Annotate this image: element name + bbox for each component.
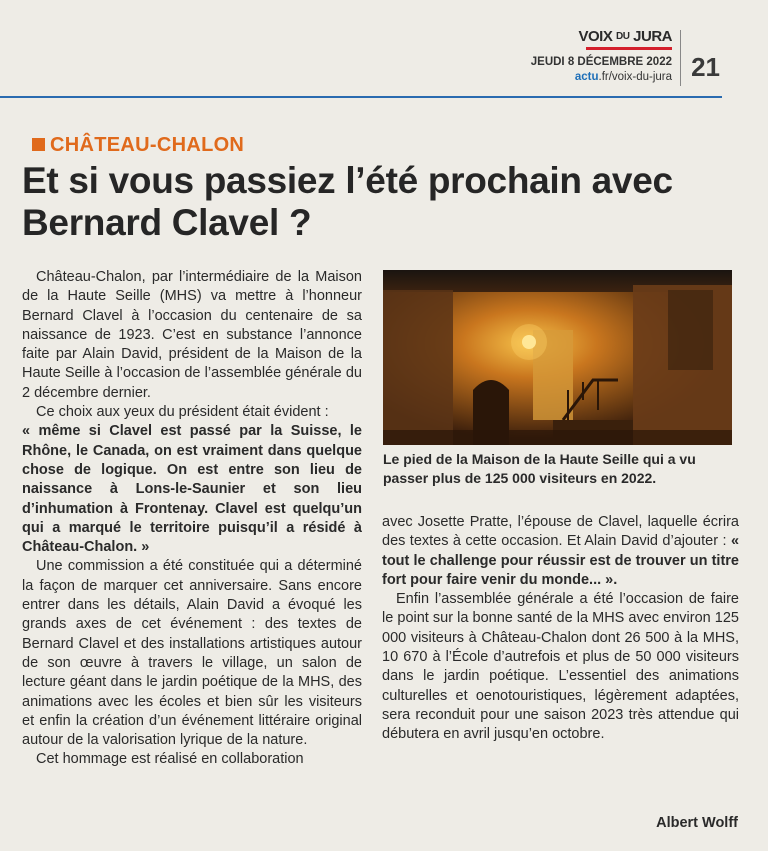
article-headline: Et si vous passiez l’été prochain avec Bernard Clavel ? bbox=[22, 160, 673, 243]
article-column-right bbox=[382, 513, 739, 745]
brand-du: DU bbox=[616, 31, 630, 42]
page-number: 21 bbox=[691, 52, 720, 82]
masthead bbox=[531, 28, 672, 84]
brand-underline bbox=[586, 47, 672, 50]
paragraph-quote-intro: Ce choix aux yeux du président était évident : bbox=[36, 404, 329, 421]
paragraph-josette bbox=[382, 513, 739, 590]
issue-date: JEUDI 8 DÉCEMBRE 2022 bbox=[530, 56, 672, 68]
site-rest: .fr/voix-du-jura bbox=[598, 71, 672, 83]
article-column-left bbox=[22, 268, 362, 770]
website-link bbox=[531, 70, 672, 84]
article-byline: Albert Wolff bbox=[656, 815, 738, 831]
brand-voix: VOIX bbox=[578, 28, 613, 45]
header-rule bbox=[0, 96, 722, 98]
paragraph-hommage: Cet hommage est réalisé en collaboration bbox=[36, 751, 304, 768]
paragraph-josette-text: avec Josette Pratte, l’épouse de Clavel, laquelle écrira des textes à cette occasion. Et Alain David d’ajouter : bbox=[382, 514, 739, 550]
brand-jura: JURA bbox=[633, 28, 672, 45]
paragraph-commission: Une commission a été constituée qui a déterminé la façon de marquer cet anniversaire. Sans encore entrer dans les détails, Alain David a évoqué les grands axes de cet événement : des textes de Bernard Clavel et des installations artistiques autour de son œuvre à travers le village, un salon de lecture géant dans le jardin poétique de la MHS, des animations avec les écoles et bien sûr les visiteurs et enfin la création d’un événement littéraire original autour de la valorisation lyrique de la nature. bbox=[22, 558, 362, 749]
photo-illustration bbox=[383, 270, 732, 445]
article-kicker bbox=[32, 134, 244, 157]
paragraph-quote: « même si Clavel est passé par la Suisse, le Rhône, le Canada, on est vraiment dans quelque chose de logique. On est entre son lieu de naissance à Lons-le-Saunier et son lieu d’inhumation à Frontenay. Clavel est quelqu’un qui a marqué le territoire puisqu’il a résidé à Château-Chalon. » bbox=[22, 423, 362, 556]
masthead-divider bbox=[680, 30, 681, 86]
paragraph-assemblee: Enfin l’assemblée générale a été l’occasion de faire le point sur la bonne santé de la MHS avec environ 125 000 visiteurs à Château-Chalon dont 26 500 à la MHS, 10 670 à l’École d’autrefois et plus de 50 000 visiteurs dans le jardin poétique. L’essentiel des animations culturelles et oenotouristiques, légèrement adaptées, sera reconduit pour une saison 2023 très attendue qui débutera en avril jusqu’en octobre. bbox=[382, 591, 739, 743]
paragraph-challenge-quote: « tout le challenge pour réussir est de trouver un titre fort pour faire venir du monde... ». bbox=[382, 533, 740, 588]
article-photo bbox=[383, 270, 732, 445]
brand-logo bbox=[531, 28, 672, 46]
site-actu: actu bbox=[574, 71, 599, 83]
kicker-text: CHÂTEAU-CHALON bbox=[50, 134, 245, 156]
photo-caption: Le pied de la Maison de la Haute Seille qui a vu passer plus de 125 000 visiteurs en 2022. bbox=[383, 451, 696, 486]
paragraph-intro: Château-Chalon, par l’intermédiaire de la Maison de la Haute Seille (MHS) va mettre à l’honneur Bernard Clavel à l’occasion du centenaire de sa naissance de 1923. C’est en substance l’annonce faite par Alain David, président de la Maison de la Haute Seille à l’occasion de l’assemblée générale du 2 décembre dernier. bbox=[22, 269, 362, 401]
kicker-square-icon bbox=[32, 138, 45, 151]
